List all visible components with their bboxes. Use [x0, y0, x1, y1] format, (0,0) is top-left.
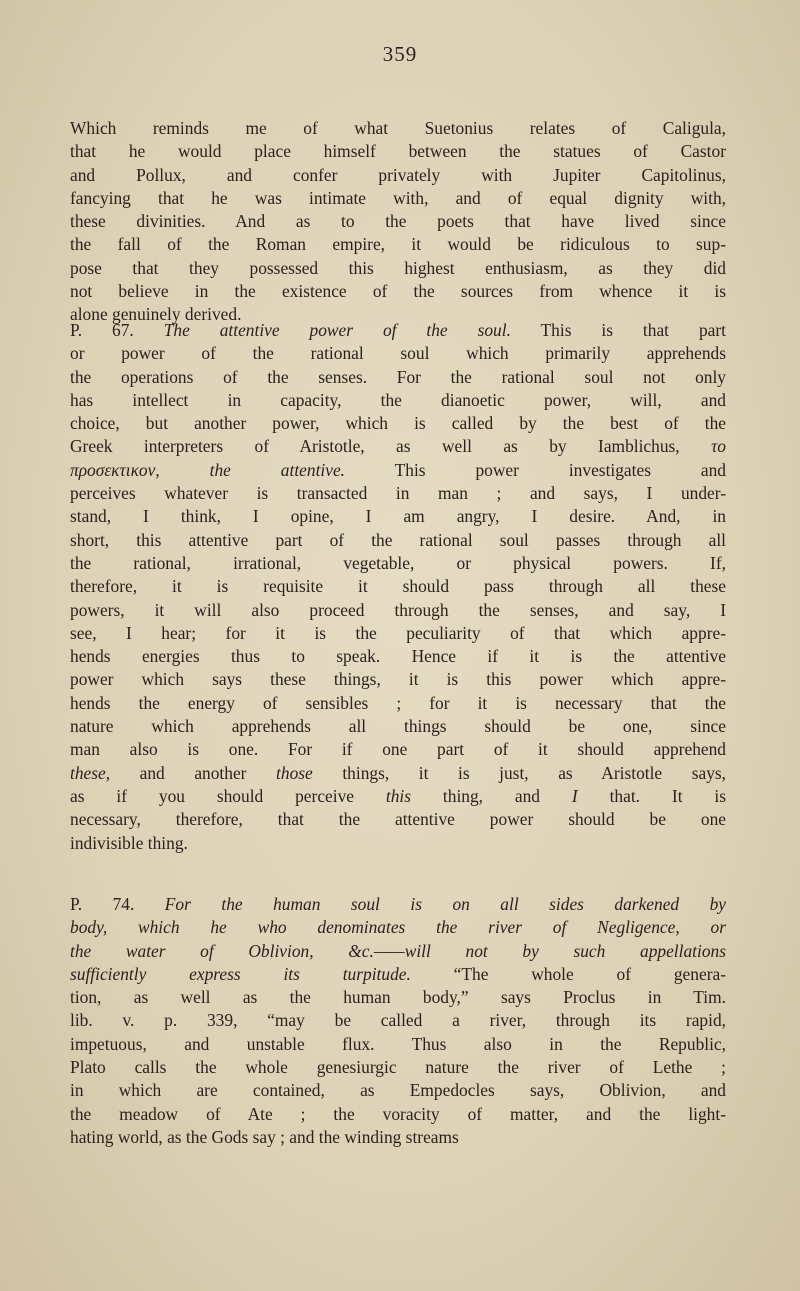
text-run: hends the energy of sensibles ; for it is necessary that the: [70, 692, 726, 713]
text-run: that. It is: [577, 785, 727, 806]
text-line: [70, 1009, 726, 1032]
text-line: [70, 1103, 726, 1126]
page-number: 359: [382, 42, 418, 66]
text-line: [70, 599, 726, 622]
text-run: powers, it will also proceed through the senses, and say, I: [70, 599, 726, 620]
text-run: the meadow of Ate ; the voracity of matter, and the light-: [70, 1103, 726, 1124]
text-run: these divinities. And as to the poets that have lived since: [70, 211, 726, 232]
text-line: [70, 893, 726, 916]
text-run: in which are contained, as Empedocles says, Oblivion, and: [70, 1080, 726, 1101]
text-run: that he would place himself between the statues of Castor: [70, 141, 726, 162]
text-line: [70, 940, 726, 963]
text-run: fancying that he was intimate with, and of equal dignity with,: [70, 187, 726, 208]
text-run: short, this attentive part of the rational soul passes through all: [70, 529, 726, 550]
text-run: perceives whatever is transacted in man ; and says, I under-: [70, 483, 726, 504]
italic-text-run: I: [571, 785, 578, 806]
italic-text-run: the water of Oblivion, &c.——will not by such appellations: [70, 940, 726, 961]
text-run: “The whole of genera-: [410, 963, 726, 984]
text-line: [70, 366, 726, 389]
text-line: [70, 459, 726, 482]
italic-text-run: sufficiently express its turpitude.: [70, 963, 411, 984]
text-line: [70, 233, 726, 256]
text-line: [70, 529, 726, 552]
italic-text-run: the attentive.: [209, 459, 346, 480]
text-run: P. 74.: [70, 894, 165, 914]
text-run: indivisible thing.: [70, 832, 188, 853]
text-run: thing, and: [411, 785, 572, 806]
text-line: [70, 187, 726, 210]
text-run: the fall of the Roman empire, it would be ridiculous to sup-: [70, 234, 726, 255]
text-run: as if you should perceive: [70, 785, 386, 806]
text-line: [70, 668, 726, 691]
text-line: [70, 164, 726, 187]
text-line: [70, 552, 726, 575]
paragraph-attentive-power: [70, 319, 726, 855]
text-line: [70, 342, 726, 365]
text-run: not believe in the existence of the sources from whence it is: [70, 281, 726, 302]
italic-text-run: προσεκτικον: [70, 459, 156, 480]
text-run: the operations of the senses. For the rational soul not only: [70, 366, 726, 387]
text-line: [70, 986, 726, 1009]
text-line: [70, 832, 726, 855]
text-line: [70, 435, 726, 458]
text-line: [70, 1033, 726, 1056]
text-line: [70, 1056, 726, 1079]
italic-text-run: το: [711, 436, 726, 457]
text-line: [70, 963, 726, 986]
text-run: or power of the rational soul which primarily apprehends: [70, 343, 726, 364]
italic-text-run: The attentive power of the soul.: [163, 320, 511, 340]
text-run: pose that they possessed this highest enthusiasm, as they did: [70, 257, 726, 278]
text-line: [70, 692, 726, 715]
text-line: [70, 412, 726, 435]
text-run: , and another: [105, 762, 277, 783]
text-run: has intellect in capacity, the dianoetic power, will, and: [70, 389, 726, 410]
italic-text-run: this: [385, 785, 412, 806]
text-line: [70, 645, 726, 668]
text-run: lib. v. p. 339, “may be called a river, through its rapid,: [70, 1010, 726, 1031]
text-line: [70, 715, 726, 738]
italic-text-run: those: [276, 762, 313, 783]
text-line: [70, 575, 726, 598]
text-run: stand, I think, I opine, I am angry, I desire. And, in: [70, 506, 726, 527]
text-run: Which reminds me of what Suetonius relates of Caligula,: [70, 118, 726, 138]
text-run: This is that part: [510, 320, 726, 340]
text-line: [70, 785, 726, 808]
text-run: man also is one. For if one part of it should apprehend: [70, 739, 726, 760]
paragraph-human-soul: [70, 893, 726, 1149]
italic-text-run: these: [70, 762, 106, 783]
text-run: tion, as well as the human body,” says Proclus in Tim.: [70, 987, 726, 1008]
text-run: Greek interpreters of Aristotle, as well as by Iamblichus,: [70, 436, 712, 457]
text-run: power which says these things, it is this power which appre-: [70, 669, 726, 690]
text-run: hating world, as the Gods say ; and the winding streams: [70, 1126, 459, 1147]
text-line: [70, 210, 726, 233]
paragraph-caligula: [70, 117, 726, 327]
text-run: things, it is just, as Aristotle says,: [312, 762, 727, 783]
text-run: Plato calls the whole genesiurgic nature the river of Lethe ;: [70, 1057, 726, 1078]
text-line: [70, 257, 726, 280]
text-line: [70, 808, 726, 831]
text-line: [70, 1126, 726, 1149]
text-line: [70, 117, 726, 140]
text-run: ,: [155, 459, 210, 480]
text-run: and Pollux, and confer privately with Jupiter Capitolinus,: [70, 164, 726, 185]
text-run: nature which apprehends all things should be one, since: [70, 716, 726, 737]
italic-text-run: body, which he who denominates the river of Negligence, or: [70, 917, 726, 938]
text-line: [70, 622, 726, 645]
italic-text-run: For the human soul is on all sides darkened by: [164, 894, 727, 914]
text-line: [70, 280, 726, 303]
text-run: see, I hear; for it is the peculiarity of that which appre-: [70, 622, 726, 643]
text-run: the rational, irrational, vegetable, or physical powers. If,: [70, 552, 726, 573]
text-run: impetuous, and unstable flux. Thus also in the Republic,: [70, 1033, 726, 1054]
text-run: therefore, it is requisite it should pass through all these: [70, 576, 726, 597]
text-line: [70, 738, 726, 761]
text-run: necessary, therefore, that the attentive power should be one: [70, 809, 726, 830]
text-line: [70, 1079, 726, 1102]
text-line: [70, 505, 726, 528]
text-run: hends energies thus to speak. Hence if it is the attentive: [70, 646, 726, 667]
text-run: choice, but another power, which is called by the best of the: [70, 413, 726, 434]
text-line: [70, 319, 726, 342]
text-line: [70, 389, 726, 412]
text-run: This power investigates and: [345, 459, 726, 480]
text-line: [70, 140, 726, 163]
text-line: [70, 482, 726, 505]
text-line: [70, 762, 726, 785]
text-run: P. 67.: [70, 320, 164, 340]
text-run: alone genuinely derived.: [70, 304, 242, 325]
text-line: [70, 916, 726, 939]
